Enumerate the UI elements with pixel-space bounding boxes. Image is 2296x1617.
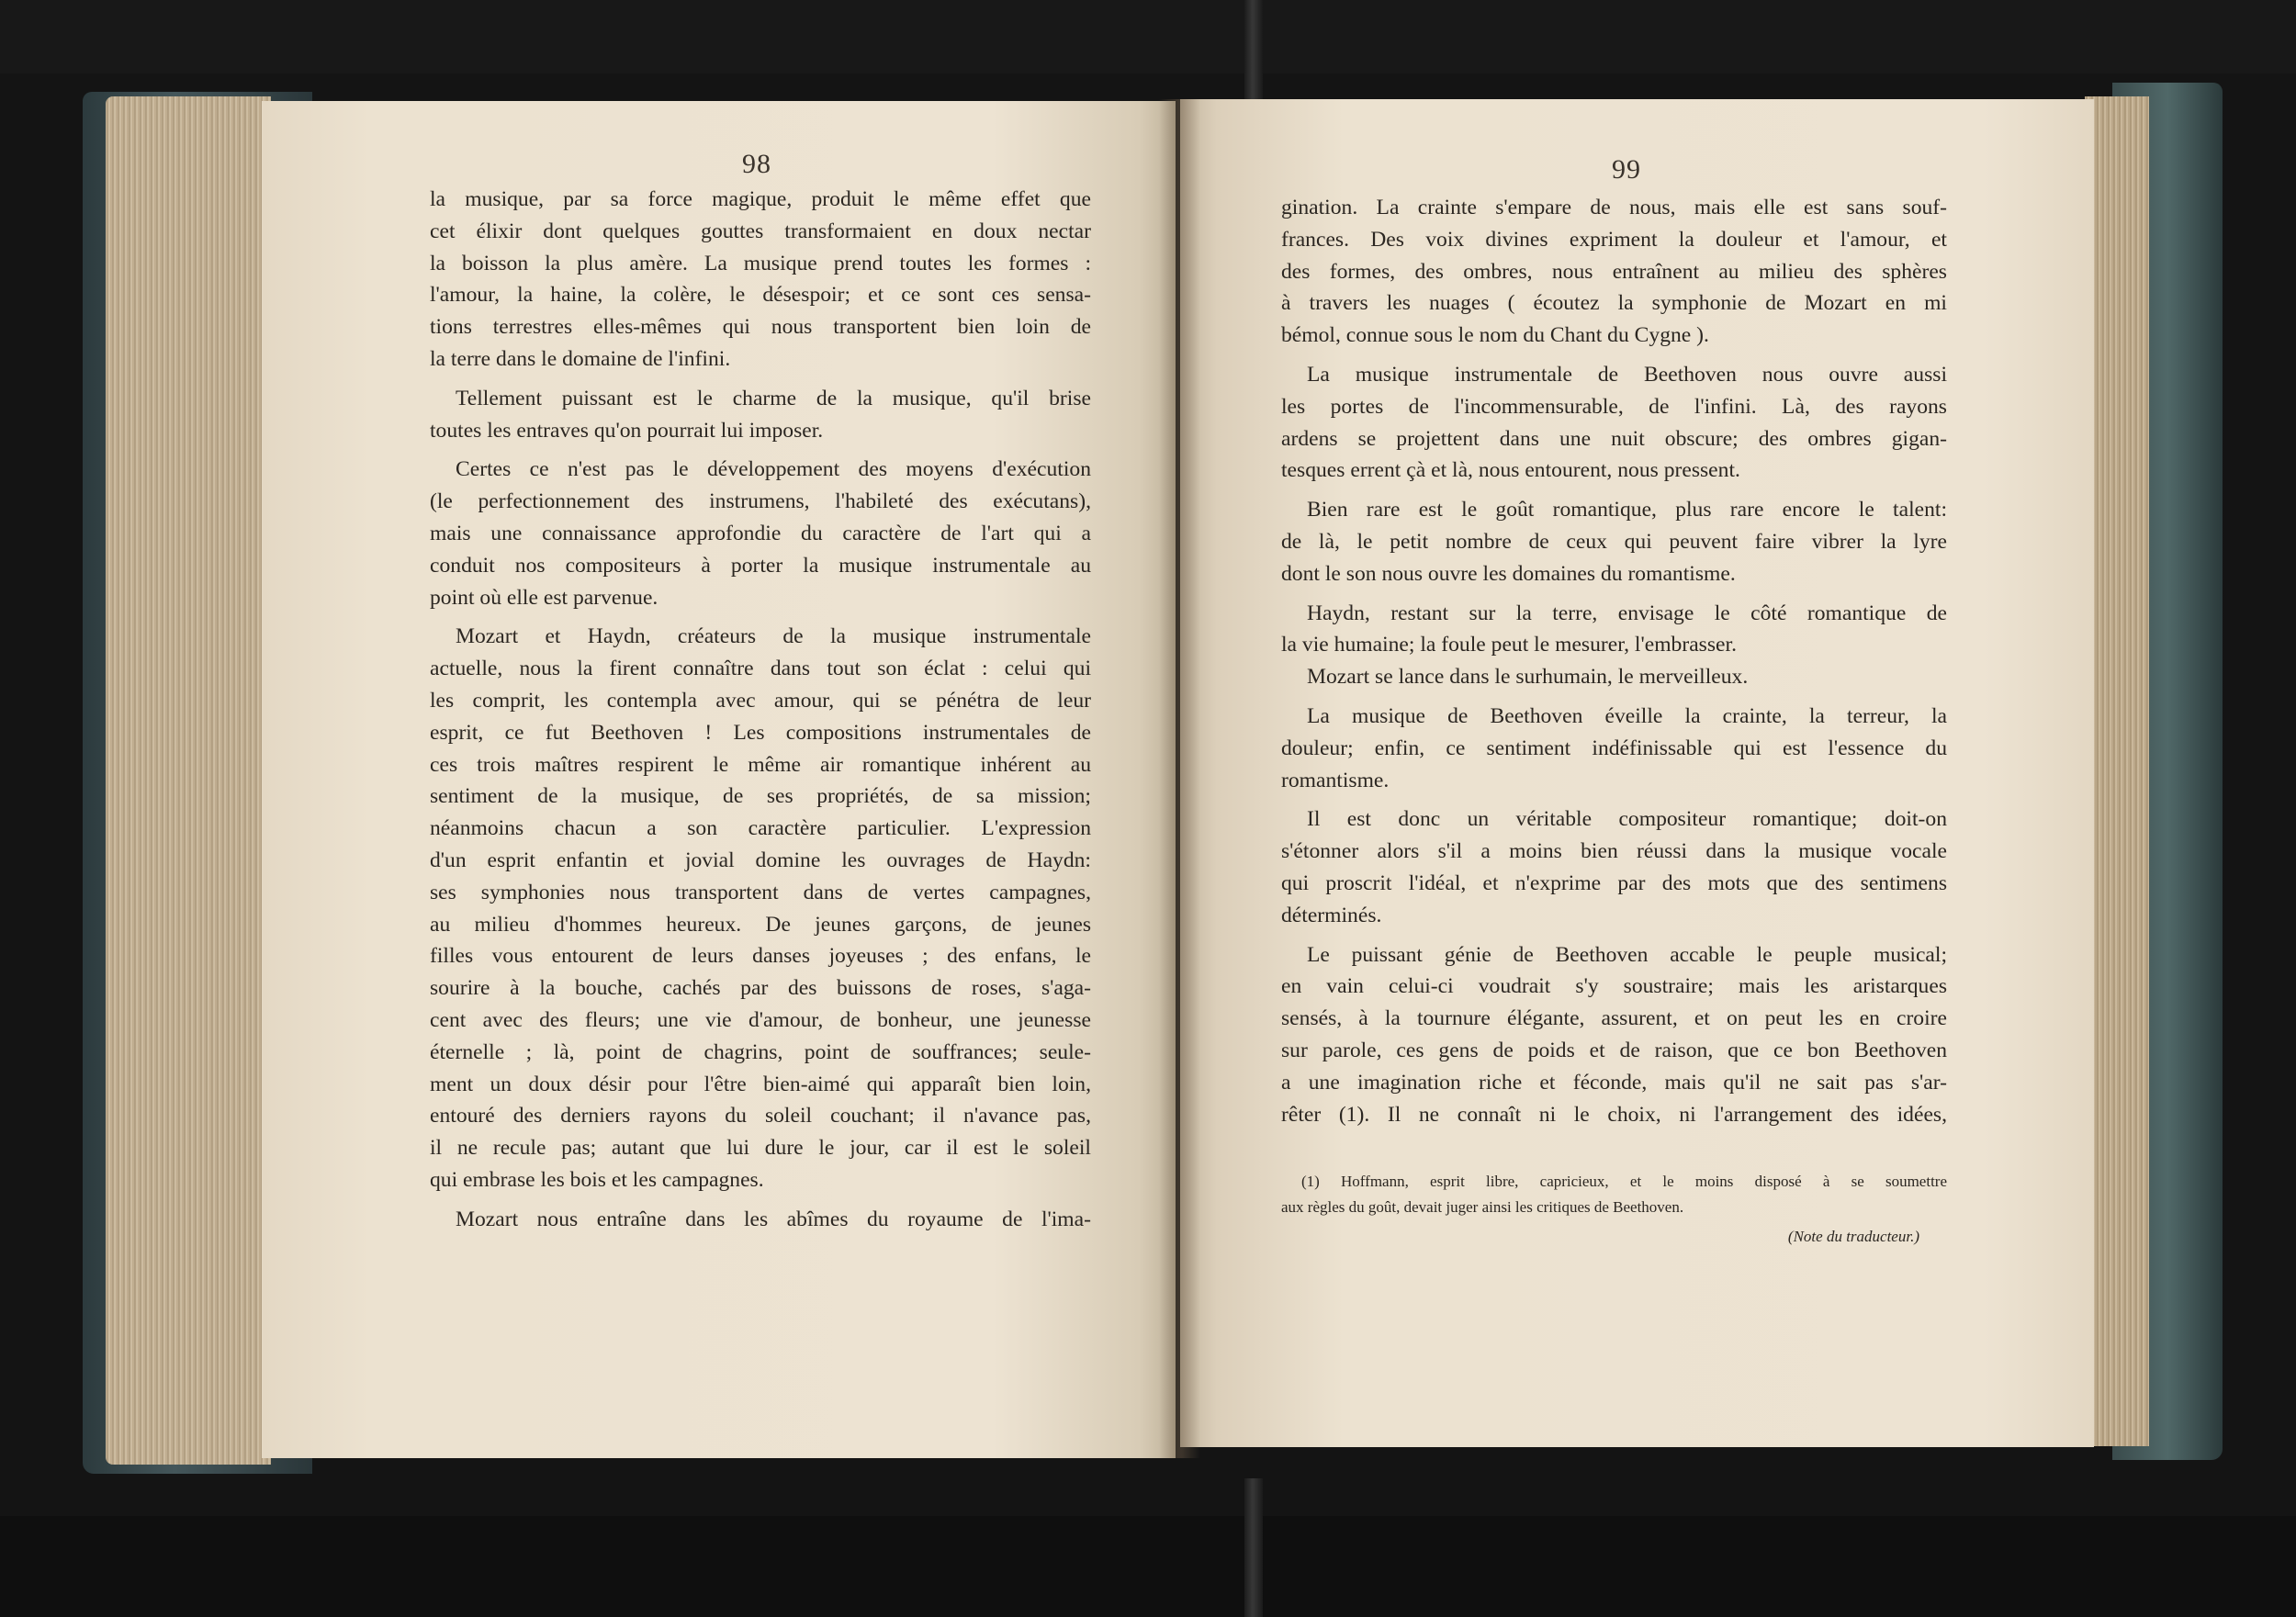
text-line: Il est donc un véritable compositeur romantique; doit-on	[1307, 807, 1947, 832]
background-top	[0, 0, 2296, 73]
paragraph-gap	[1281, 487, 1947, 494]
text-line: a une imagination riche et féconde, mais qu'il ne sait pas s'ar-	[1281, 1070, 1947, 1095]
page-edges-right	[2085, 96, 2149, 1446]
text-line: point où elle est parvenue.	[430, 585, 658, 610]
text-line: l'amour, la haine, la colère, le désespoir; et ce sont ces sensa-	[430, 283, 1091, 308]
text-line: tesques errent çà et là, nous entourent, nous pressent.	[1281, 458, 1740, 483]
text-line: conduit nos compositeurs à porter la musique instrumentale au	[430, 553, 1091, 578]
text-line: Bien rare est le goût romantique, plus rare encore le talent:	[1307, 498, 1947, 522]
text-line: ces trois maîtres respirent le même air romantique inhérent au	[430, 752, 1091, 777]
text-line: il ne recule pas; autant que lui dure le jour, car il est le soleil	[430, 1136, 1091, 1161]
text-line: dont le son nous ouvre les domaines du romantisme.	[1281, 561, 1736, 586]
text-line: les comprit, les contempla avec amour, qui se pénétra de leur	[430, 688, 1091, 713]
text-line: en vain celui-ci voudrait s'y soustraire; mais les aristarques	[1281, 974, 1947, 999]
paragraph-gap	[1281, 590, 1947, 598]
paragraph-gap	[430, 613, 1091, 621]
paragraph-gap	[430, 376, 1091, 383]
text-line: gination. La crainte s'empare de nous, mais elle est sans souf-	[1281, 196, 1947, 219]
text-line: tions terrestres elles-mêmes qui nous transportent bien loin de	[430, 315, 1091, 340]
paragraph-gap	[1281, 352, 1947, 359]
footnote-line: (1) Hoffmann, esprit libre, capricieux, et le moins disposé à se soumettre	[1301, 1173, 1947, 1190]
right-page-text	[1281, 192, 1947, 1130]
text-line: ses symphonies nous transportent dans de vertes campagnes,	[430, 880, 1091, 904]
text-line: entouré des derniers rayons du soleil couchant; il n'avance pas,	[430, 1104, 1091, 1129]
right-page	[1180, 99, 2094, 1447]
paragraph-gap	[430, 1196, 1091, 1204]
text-line: sensés, à la tournure élégante, assurent, et on peut les en croire	[1281, 1006, 1947, 1031]
text-line: Le puissant génie de Beethoven accable le peuple musical;	[1307, 942, 1947, 967]
text-line: Mozart et Haydn, créateurs de la musique instrumentale	[456, 624, 1091, 649]
left-page	[262, 101, 1176, 1458]
text-line: les portes de l'incommensurable, de l'infini. Là, des rayons	[1281, 394, 1947, 419]
text-line: qui embrase les bois et les campagnes.	[430, 1167, 764, 1192]
text-line: des formes, des ombres, nous entraînent au milieu des sphères	[1281, 259, 1947, 284]
text-line: La musique de Beethoven éveille la crainte, la terreur, la	[1307, 703, 1947, 728]
text-line: s'étonner alors s'il a moins bien réussi dans la musique vocale	[1281, 839, 1947, 864]
text-line: Certes ce n'est pas le développement des moyens d'exécution	[456, 457, 1091, 482]
text-line: Mozart nous entraîne dans les abîmes du royaume de l'ima-	[456, 1207, 1091, 1231]
text-line: la boisson la plus amère. La musique prend toutes les formes :	[430, 251, 1091, 275]
footnote-signature: (Note du traducteur.)	[1787, 1228, 1919, 1245]
page-number: 98	[742, 149, 771, 179]
text-line: rêter (1). Il ne connaît ni le choix, ni l'arrangement des idées,	[1281, 1102, 1947, 1127]
text-line: déterminés.	[1281, 903, 1382, 927]
text-line: esprit, ce fut Beethoven ! Les compositions instrumentales de	[430, 720, 1091, 745]
text-line: sur parole, ces gens de poids et de raison, que ce bon Beethoven	[1281, 1038, 1947, 1062]
text-line: mais une connaissance approfondie du caractère de l'art qui a	[430, 521, 1091, 545]
text-line: Haydn, restant sur la terre, envisage le côté romantique de	[1307, 601, 1947, 625]
text-line: frances. Des voix divines expriment la douleur et l'amour, et	[1281, 227, 1947, 252]
text-line: (le perfectionnement des instrumens, l'habileté des exécutans),	[430, 489, 1091, 514]
footnote-line: aux règles du goût, devait juger ainsi les critiques de Beethoven.	[1281, 1198, 1684, 1216]
paragraph-gap	[430, 446, 1091, 454]
text-line: de là, le petit nombre de ceux qui peuvent faire vibrer la lyre	[1281, 529, 1947, 554]
binding-strip-bottom	[1244, 1478, 1263, 1617]
text-line: toutes les entraves qu'on pourrait lui imposer.	[430, 418, 824, 443]
text-line: la vie humaine; la foule peut le mesurer, l'embrasser.	[1281, 633, 1737, 657]
book-gutter	[1159, 99, 1200, 1458]
text-line: bémol, connue sous le nom du Chant du Cygne ).	[1281, 323, 1709, 348]
text-line: sourire à la bouche, cachés par des buissons de roses, s'aga-	[430, 976, 1091, 1001]
text-line: La musique instrumentale de Beethoven nous ouvre aussi	[1307, 362, 1947, 387]
footnote-text	[1281, 1169, 1947, 1220]
text-line: d'un esprit enfantin et jovial domine les ouvrages de Haydn:	[430, 848, 1091, 872]
page-number: 99	[1612, 154, 1641, 185]
text-line: la terre dans le domaine de l'infini.	[430, 346, 731, 371]
page-edges-left	[106, 96, 271, 1465]
footnote	[1281, 1169, 1947, 1250]
text-line: qui proscrit l'idéal, et n'exprime par des mots que des sentimens	[1281, 870, 1947, 895]
text-line: ment un doux désir pour l'être bien-aimé qui apparaît bien loin,	[430, 1072, 1091, 1096]
text-line: actuelle, nous la firent connaître dans tout son éclat : celui qui	[430, 657, 1091, 681]
text-line: à travers les nuages ( écoutez la symphonie de Mozart en mi	[1281, 291, 1947, 316]
text-line: romantisme.	[1281, 768, 1390, 792]
left-page-text	[430, 184, 1091, 1236]
paragraph-gap	[1281, 932, 1947, 939]
paragraph-gap	[1281, 796, 1947, 803]
text-line: sentiment de la musique, de ses propriétés, de sa mission;	[430, 784, 1091, 809]
text-line: au milieu d'hommes heureux. De jeunes garçons, de jeunes	[430, 912, 1091, 937]
paragraph-gap	[1281, 693, 1947, 701]
text-line: ardens se projettent dans une nuit obscure; des ombres gigan-	[1281, 426, 1947, 451]
text-line: douleur; enfin, ce sentiment indéfinissable qui est l'essence du	[1281, 736, 1947, 760]
text-line: cent avec des fleurs; une vie d'amour, de bonheur, une jeunesse	[430, 1007, 1091, 1032]
text-line: cet élixir dont quelques gouttes transformaient en doux nectar	[430, 219, 1091, 243]
text-line: filles vous entourent de leurs danses joyeuses ; des enfans, le	[430, 944, 1091, 969]
text-line: Mozart se lance dans le surhumain, le merveilleux.	[1307, 665, 1749, 690]
text-line: la musique, par sa force magique, produit le même effet que	[430, 187, 1091, 211]
background-bottom	[0, 1516, 2296, 1617]
text-line: Tellement puissant est le charme de la musique, qu'il brise	[456, 386, 1091, 410]
text-line: néanmoins chacun a son caractère particulier. L'expression	[430, 816, 1091, 841]
text-line: éternelle ; là, point de chagrins, point de souffrances; seule-	[430, 1039, 1091, 1064]
